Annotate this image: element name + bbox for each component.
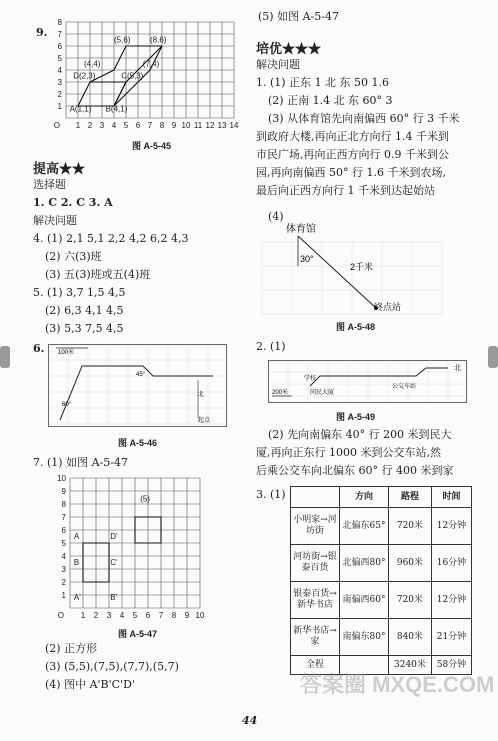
table-row xyxy=(291,508,472,545)
fig45-x-tick: 7 xyxy=(147,121,153,130)
table-header-cell xyxy=(291,487,340,508)
table-row xyxy=(291,582,472,619)
table-cell: 南偏西60° xyxy=(340,582,389,619)
page-number: 44 xyxy=(242,714,258,727)
fig49-north: 北 xyxy=(454,365,461,372)
r-q1-line1: 1. (1) 正东 1 北 东 50 1.6 xyxy=(256,76,390,89)
r-q1-line6: 园,再向南偏西 50° 行 1.6 千米到农场, xyxy=(256,166,446,179)
table-row xyxy=(291,619,472,656)
table-cell: 21分钟 xyxy=(431,619,471,656)
fig45-y-tick: 6 xyxy=(57,42,62,51)
figure-a5-47 xyxy=(54,474,224,620)
fig49-place: 同民大厦 xyxy=(310,390,335,396)
fig45-x-tick: 8 xyxy=(159,121,165,130)
r-q2-2-line3: 后乘公交车向北偏东 60° 行 400 米到家 xyxy=(256,464,454,477)
fig46-north: 北 xyxy=(198,392,205,398)
q9-number: 9. xyxy=(36,26,48,39)
table-header-cell: 路程 xyxy=(389,487,432,508)
fig49-scale: 200米 xyxy=(272,390,289,396)
fig45-point-label: (5,6) xyxy=(114,35,131,45)
fig49-caption: 图 A-5-49 xyxy=(336,412,376,422)
fig47-x-tick: 4 xyxy=(119,611,125,620)
table-cell: 58分钟 xyxy=(431,656,471,675)
q4-line1: 4. (1) 2,1 5,1 2,2 4,2 6,2 4,3 xyxy=(33,232,189,245)
fig47-y-tick: 10 xyxy=(57,474,66,483)
fig47-y-tick: 8 xyxy=(61,500,66,509)
fig47-y-tick: 6 xyxy=(61,526,66,535)
fig47-point-label: B xyxy=(73,558,80,568)
r-q2-2-line2: 厦,再向正东行 1000 米到公交车站,然 xyxy=(256,446,441,459)
figure-a5-46 xyxy=(48,340,228,430)
fig45-x-tick: 11 xyxy=(193,121,203,130)
fig47-point-label: B' xyxy=(110,593,118,603)
fig47-point-label: A' xyxy=(73,593,81,603)
r-q1-4: (4) xyxy=(268,210,284,223)
answer-table xyxy=(290,486,472,675)
fig47-point-label: D' xyxy=(110,532,118,542)
r-q1-line5: 市民广场,再向正西方向行 0.9 千米到公 xyxy=(256,148,449,161)
fig47-y-tick: 3 xyxy=(61,565,66,574)
table-header-row xyxy=(291,487,472,508)
fig47-y-tick: 5 xyxy=(61,539,66,548)
fig45-x-tick: 9 xyxy=(171,121,177,130)
prev-page-arrow[interactable] xyxy=(0,346,10,368)
fig45-point-label: (7,4) xyxy=(142,59,160,69)
fig45-point-label: A(1,1) xyxy=(69,104,92,114)
figure-a5-48 xyxy=(262,222,462,318)
fig45-point-label: C(5,3) xyxy=(121,71,144,81)
fig45-y-tick: 3 xyxy=(57,78,62,87)
fig45-x-tick: 3 xyxy=(99,121,105,130)
table-cell: 小明家→河坊街 xyxy=(291,508,340,545)
table-cell: 12分钟 xyxy=(431,508,471,545)
r-q2-2-line1: (2) 先向南偏东 40° 行 200 米到民大 xyxy=(268,428,452,441)
fig47-x-tick: 9 xyxy=(184,611,190,620)
fig47-y-tick: 4 xyxy=(61,552,66,561)
xuanze-answers: 1. C 2. C 3. A xyxy=(33,196,113,209)
fig46-angle-60: 60° xyxy=(62,402,72,408)
fig47-x-tick: 3 xyxy=(106,611,112,620)
fig45-point-label: D(2,3) xyxy=(73,71,96,81)
r-q1-line3: (3) 从体育馆先向南偏西 60° 行 3 千米 xyxy=(268,112,460,125)
figure-a5-45 xyxy=(52,20,252,140)
table-cell: 840米 xyxy=(389,619,432,656)
q7-line3: (3) (5,5),(7,5),(7,7),(5,7) xyxy=(45,660,179,673)
fig47-x-tick: 2 xyxy=(93,611,99,620)
fig47-y-tick: 9 xyxy=(61,487,66,496)
section-tigao: 提高★★ xyxy=(33,161,86,176)
table-cell: 720米 xyxy=(389,508,432,545)
fig46-scale: 100米 xyxy=(58,350,75,356)
q7-line4: (4) 图中 A'B'C'D' xyxy=(45,678,135,691)
fig47-x-tick: 6 xyxy=(145,611,151,620)
label-xuanze: 选择题 xyxy=(33,178,66,191)
q5-line3: (3) 5,3 7,5 4,5 xyxy=(45,322,124,335)
label-jiejue-right: 解决问题 xyxy=(256,58,300,71)
fig49-school: 学校 xyxy=(304,376,317,382)
fig45-origin: O xyxy=(53,121,60,130)
table-cell: 北偏东65° xyxy=(340,508,389,545)
q6-number: 6. xyxy=(33,342,45,355)
fig45-x-tick: 6 xyxy=(135,121,141,130)
fig47-point-label: A xyxy=(73,532,80,542)
table-cell: 河坊街→银泰百货 xyxy=(291,545,340,582)
next-page-arrow[interactable] xyxy=(488,346,498,368)
fig45-x-tick: 2 xyxy=(87,121,93,130)
fig45-x-tick: 5 xyxy=(123,121,129,130)
table-cell: 新华书店→家 xyxy=(291,619,340,656)
fig48-caption: 图 A-5-48 xyxy=(336,322,376,332)
fig45-y-tick: 5 xyxy=(57,54,62,63)
q7-line2: (2) 正方形 xyxy=(45,642,98,655)
fig47-origin: O xyxy=(57,611,64,620)
r-q2: 2. (1) xyxy=(256,340,286,353)
table-row xyxy=(291,545,472,582)
fig49-bus: 公交车站 xyxy=(392,384,417,390)
section-peiyou: 培优★★★ xyxy=(256,41,322,56)
figure-a5-49 xyxy=(268,358,468,406)
table-header-cell: 时间 xyxy=(431,487,471,508)
fig45-y-tick: 2 xyxy=(57,90,62,99)
fig47-x-tick: 10 xyxy=(195,611,205,620)
fig45-point-label: B(4,1) xyxy=(105,104,128,114)
fig47-x-tick: 8 xyxy=(171,611,177,620)
fig47-y-tick: 7 xyxy=(61,513,66,522)
table-cell: 全程 xyxy=(291,656,340,675)
fig45-y-tick: 7 xyxy=(57,30,62,39)
fig45-caption: 图 A-5-45 xyxy=(132,141,172,151)
fig45-x-tick: 13 xyxy=(217,121,227,130)
fig48-end: 终点站 xyxy=(374,302,402,312)
fig48-angle: 30° xyxy=(300,254,314,264)
q5-line1: 5. (1) 3,7 1,5 4,5 xyxy=(33,286,126,299)
fig47-point-label: C' xyxy=(110,558,118,568)
fig47-y-tick: 1 xyxy=(61,591,66,600)
fig47-point-label: (5) xyxy=(140,494,150,504)
fig46-angle-45: 45° xyxy=(136,372,146,378)
q4-line2: (2) 六(3)班 xyxy=(45,250,102,263)
fig45-y-tick: 1 xyxy=(57,102,62,111)
table-header-cell: 方向 xyxy=(340,487,389,508)
fig45-point-label: (8,6) xyxy=(150,35,167,45)
fig47-x-tick: 1 xyxy=(80,611,86,620)
r-q1-line4: 到政府大楼,再向正北方向行 1.4 千米到 xyxy=(256,130,449,143)
r-q1-line2: (2) 正南 1.4 北 东 60° 3 xyxy=(268,94,393,107)
fig45-point-label: (4,4) xyxy=(84,59,101,69)
q4-line3: (3) 五(3)班或五(4)班 xyxy=(45,268,151,281)
fig45-x-tick: 1 xyxy=(75,121,81,130)
fig47-y-tick: 2 xyxy=(61,578,66,587)
fig47-x-tick: 5 xyxy=(132,611,138,620)
right-q5: (5) 如图 A-5-47 xyxy=(258,10,339,23)
table-cell: 720米 xyxy=(389,582,432,619)
table-cell: 南偏东80° xyxy=(340,619,389,656)
fig45-x-tick: 10 xyxy=(181,121,191,130)
r-q3: 3. (1) xyxy=(256,488,286,501)
fig45-x-tick: 14 xyxy=(229,121,239,130)
fig48-dist: 2千米 xyxy=(350,262,374,272)
fig46-start: 起点 xyxy=(198,418,211,424)
fig45-y-tick: 8 xyxy=(57,18,62,27)
r-q1-line7: 最后向正西方向行 1 千米到达起始站 xyxy=(256,184,435,197)
q7-line1: 7. (1) 如图 A-5-47 xyxy=(33,456,128,469)
fig47-x-tick: 7 xyxy=(158,611,164,620)
fig46-caption: 图 A-5-46 xyxy=(118,438,158,448)
fig45-x-tick: 12 xyxy=(205,121,215,130)
fig45-x-tick: 4 xyxy=(111,121,117,130)
fig48-start: 体育馆 xyxy=(286,224,316,235)
table-cell: 12分钟 xyxy=(431,582,471,619)
table-cell: 960米 xyxy=(389,545,432,582)
watermark: 答案圈 MXQE.COM xyxy=(300,672,495,697)
fig47-caption: 图 A-5-47 xyxy=(118,629,158,639)
table-cell: 银泰百货→新华书店 xyxy=(291,582,340,619)
table-cell: 北偏西80° xyxy=(340,545,389,582)
table-cell: 16分钟 xyxy=(431,545,471,582)
table-cell: 3240米 xyxy=(389,656,432,675)
label-jiejue-left: 解决问题 xyxy=(33,214,77,227)
q5-line2: (2) 6,3 4,1 4,5 xyxy=(45,304,124,317)
fig45-y-tick: 4 xyxy=(57,66,62,75)
